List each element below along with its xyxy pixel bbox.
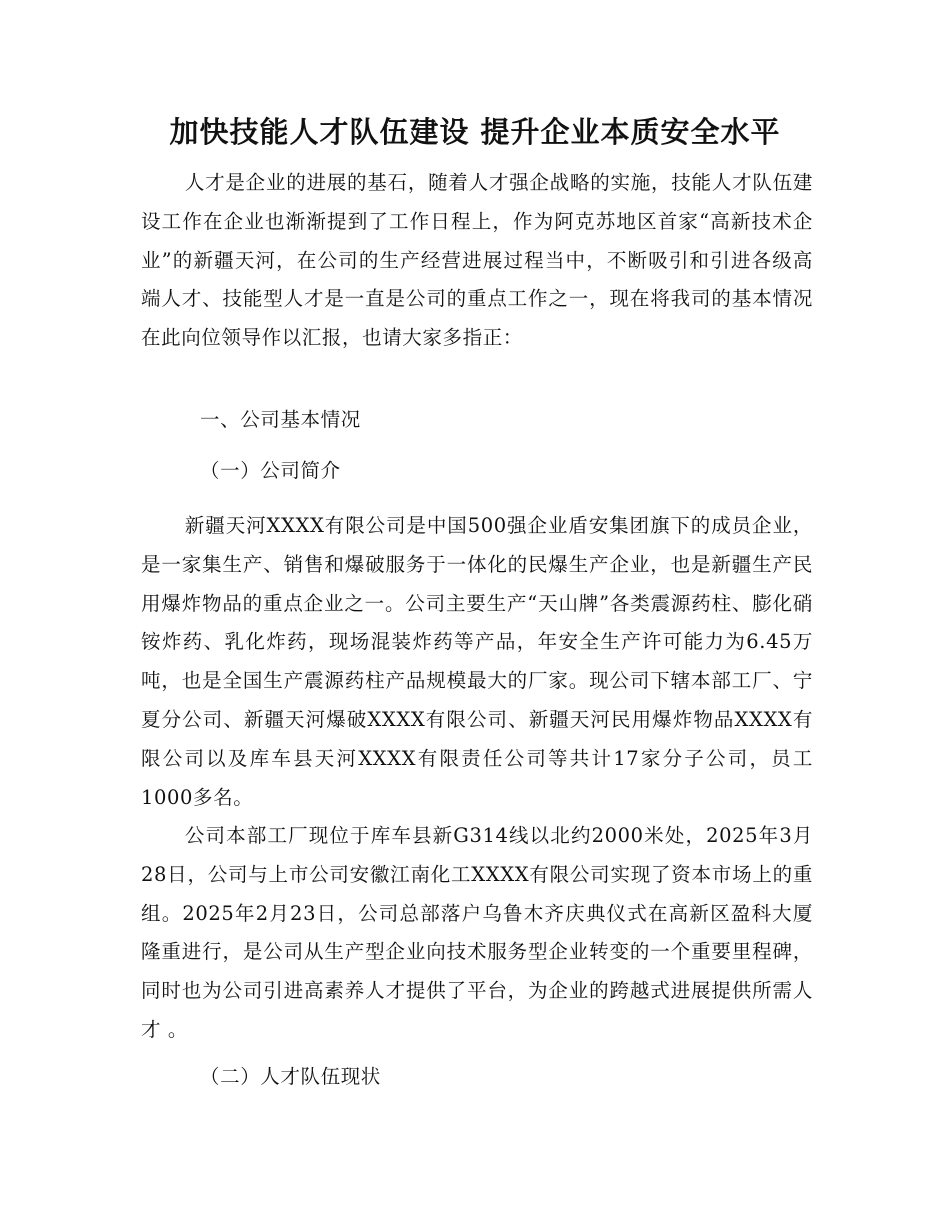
headquarters-paragraph: 公司本部工厂现位于库车县新G314线以北约2000米处，2025年3月28日，公司与上市公司安徽江南化工XXXX有限公司实现了资本市场上的重组。2025年2月23日，公司总部落户乌鲁木齐庆典仪式在高新区盈科大厦隆重进行，是公司从生产型企业向技术服务型企业转变的一个重要里程碑，同时也为公司引进高素养人才提供了平台，为企业的跨越式进展提供所需人才 。 [141,824,813,1041]
subsection-heading-talent-status: （二）人才队伍现状 [200,1065,381,1088]
intro-paragraph: 人才是企业的进展的基石，随着人才强企战略的实施，技能人才队伍建设工作在企业也渐渐提到了工作日程上，作为阿克苏地区首家“高新技术企业”的新疆天河，在公司的生产经营进展过程当中，不断吸引和引进各级高端人才、技能型人才是一直是公司的重点工作之一，现在将我司的基本情况在此向位领导作以汇报，也请大家多指正： [141,171,813,350]
company-profile-paragraph: 新疆天河XXXX有限公司是中国500强企业盾安集团旗下的成员企业，是一家集生产、销售和爆破服务于一体化的民爆生产企业，也是新疆生产民用爆炸物品的重点企业之一。公司主要生产“天山牌”各类震源药柱、膨化硝铵炸药、乳化炸药，现场混装炸药等产品，年安全生产许可能力为6.45万吨，也是全国生产震源药柱产品规模最大的厂家。现公司下辖本部工厂、宁夏分公司、新疆天河爆破XXXX有限公司、新疆天河民用爆炸物品XXXX有限公司以及库车县天河XXXX有限责任公司等共计17家分子公司，员工1000多名。 [141,514,813,809]
subsection-heading-company-profile: （一）公司简介 [200,459,341,482]
section-heading-company-overview: 一、公司基本情况 [200,408,361,431]
document-title: 加快技能人才队伍建设 提升企业本质安全水平 [169,115,781,149]
